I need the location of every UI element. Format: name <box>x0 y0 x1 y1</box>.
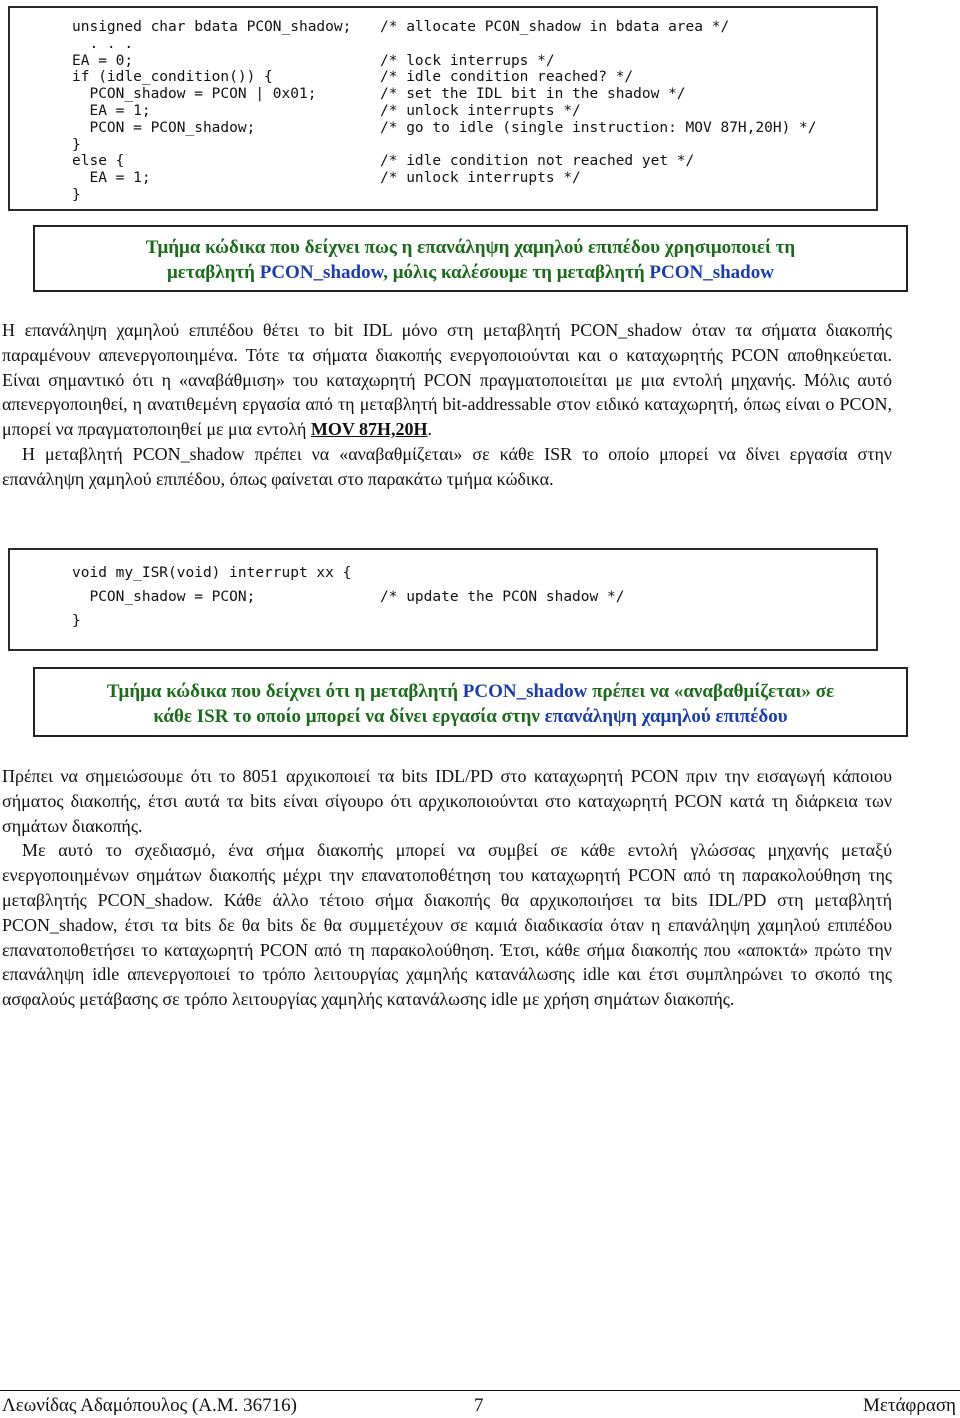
code-comment: /* idle condition reached? */ <box>380 69 634 86</box>
body-paragraph-1 <box>2 318 892 492</box>
caption-1-line-2 <box>35 260 906 285</box>
code-snippet-isr <box>8 548 878 651</box>
caption-2-line-2 <box>35 704 906 729</box>
code-line: PCON_shadow = PCON | 0x01; <box>72 86 317 103</box>
code-comment: /* allocate PCON_shadow in bdata area */ <box>380 19 730 35</box>
paragraph-1-second: Η μεταβλητή PCON_shadow πρέπει να «αναβαθμίζεται» σε κάθε ISR το οποίο μπορεί να δίνει εργασία στην επανάληψη χαμηλού επιπέδου, όπως φαίνεται στο παρακάτω τμήμα κώδικα. <box>2 443 892 489</box>
code-comment: /* unlock interrupts */ <box>380 170 581 187</box>
code-snippet-idle-loop <box>8 6 878 211</box>
code-comment: /* unlock interrupts */ <box>380 103 581 119</box>
code-comment: /* set the IDL bit in the shadow */ <box>380 86 686 103</box>
code-comment: /* go to idle (single instruction: MOV 87H,20H) */ <box>380 119 817 136</box>
caption-1-variable: PCON_shadow <box>649 262 774 283</box>
paragraph-2-second: Με αυτό το σχεδιασμό, ένα σήμα διακοπής μπορεί να συμβεί σε κάθε εντολή γλώσσας μηχανής μεταξύ ενεργοποιημένων σημάτων διακοπής μέχρι την επανατοποθέτηση του καταχωρητή PCON από τη παρακολούθηση της μεταβλητής PCON_shadow. Κάθε άλλο τέτοιο σήμα διακοπής θα αρχικοποιήσει τα bits IDL/PD στη μεταβλητή PCON_shadow, έτσι τα bits δε θα bits δε θα συμμετέχουν σε καμιά διαδικασία όταν η επανάληψη χαμηλού επιπέδου επανατοποθετήσει το καταχωρητή PCON από τη παρακολούθηση. Έτσι, κάθε σήμα διακοπής που «αποκτά» πρώτο την επανάληψη idle απενεργοποιεί το τρόπο λειτουργίας χαμηλής κατανάλωσης idle και έτσι συμπληρώνει το σκοπό της ασφαλούς μετάβασης σε τρόπο λειτουργίας χαμηλής κατανάλωσης idle με χρήση σημάτων διακοπής. <box>2 840 892 1010</box>
caption-2-text: πρέπει να «αναβαθμίζεται» σε <box>587 681 835 702</box>
code-line: } <box>72 136 81 153</box>
paragraph-1-text: Η επανάληψη χαμηλού επιπέδου θέτει το bit IDL μόνο στη μεταβλητή PCON_shadow όταν τα σήματα διακοπής παραμένουν απενεργοποιημένα. Τότε τα σήματα διακοπής ενεργοποιούνται και ο καταχωρητής PCON αποθηκεύεται. Είναι σημαντικό ότι η «αναβάθμιση» του καταχωρητή PCON πραγματοποιείται με μια εντολή μηχανής. Μόλις αυτό απενεργοποιηθεί, η ανατιθεμένη εργασία από τη μεταβλητή bit-addressable στον ειδικό καταχωρητή, όπως είναι ο PCON, μπορεί να πραγματοποιηθεί με μια εντολή <box>2 320 892 440</box>
code-line: } <box>72 613 81 629</box>
caption-1-line-1: Τμήμα κώδικα που δείχνει πως η επανάληψη χαμηλού επιπέδου χρησιμοποιεί τη <box>145 237 796 258</box>
paragraph-1-period: . <box>427 419 433 440</box>
page-number: 7 <box>474 1395 484 1416</box>
code-line: PCON_shadow = PCON; <box>72 589 256 605</box>
caption-2-text: Τμήμα κώδικα που δείχνει ότι η μεταβλητή <box>106 681 463 702</box>
body-paragraph-2 <box>2 764 892 1012</box>
caption-1-variable: PCON_shadow <box>259 262 384 283</box>
footer-author: Λεωνίδας Αδαμόπουλος (Α.Μ. 36716) <box>2 1395 297 1416</box>
paragraph-2-first: Πρέπει να σημειώσουμε ότι το 8051 αρχικοποιεί τα bits IDL/PD στο καταχωρητή PCON πριν την εισαγωγή κάποιου σήματος διακοπής, έτσι αυτά τα bits είναι σίγουρο ότι αρχικοποιούνται στο καταχωρητή PCON κατά τη διάρκεια των σημάτων διακοπής. <box>2 766 892 836</box>
caption-1-text: μεταβλητή <box>167 262 260 283</box>
code-comment: /* idle condition not reached yet */ <box>380 153 695 170</box>
code-line: EA = 0; <box>72 52 134 69</box>
code-line: unsigned char bdata PCON_shadow; <box>72 19 352 35</box>
caption-2-variable: PCON_shadow <box>462 681 588 702</box>
code-line: void my_ISR(void) interrupt xx { <box>72 565 352 581</box>
code-line: if (idle_condition()) { <box>72 69 273 86</box>
code-line: EA = 1; <box>72 170 151 187</box>
caption-1-text: , μόλις καλέσουμε τη μεταβλητή <box>383 262 650 283</box>
footer-label: Μετάφραση <box>862 1395 956 1416</box>
footer-divider <box>0 1390 960 1391</box>
code-line: else { <box>72 153 125 170</box>
code-line: } <box>72 187 81 203</box>
caption-2-highlight: επανάληψη χαμηλού επιπέδου <box>544 706 788 727</box>
code-caption-1 <box>33 225 908 292</box>
code-line: EA = 1; <box>72 103 151 119</box>
code-caption-2 <box>33 667 908 737</box>
mov-instruction: MOV 87H,20H <box>310 419 428 440</box>
caption-2-line-1 <box>35 679 906 704</box>
code-comment: /* lock interrups */ <box>380 52 555 69</box>
code-comment: /* update the PCON shadow */ <box>380 589 625 605</box>
code-line: PCON = PCON_shadow; <box>72 119 256 136</box>
caption-2-text: κάθε ISR το οποίο μπορεί να δίνει εργασία στην <box>153 706 545 727</box>
code-line: . . . <box>72 35 134 52</box>
